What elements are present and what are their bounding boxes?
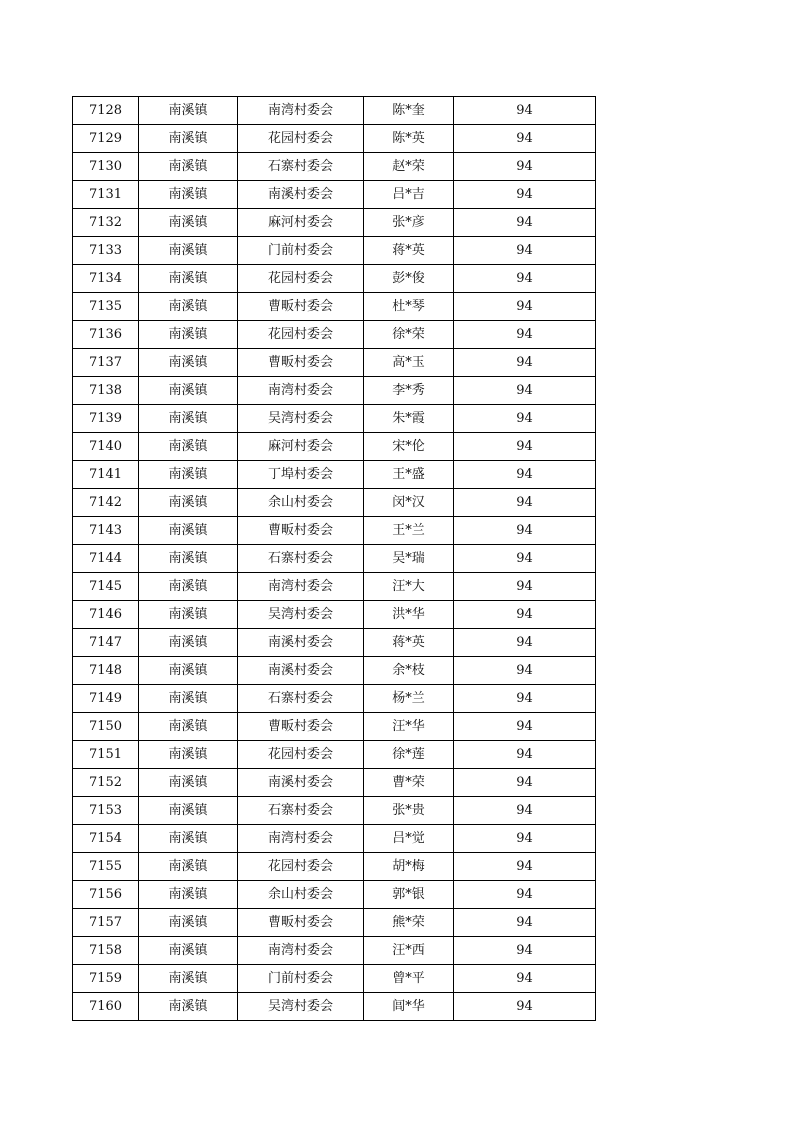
person-name-cell: 朱*霞 xyxy=(364,405,454,433)
table-row xyxy=(73,909,596,937)
village-committee-cell: 余山村委会 xyxy=(238,881,364,909)
score-cell: 94 xyxy=(454,377,596,405)
village-committee-cell: 曹畈村委会 xyxy=(238,909,364,937)
town-cell: 南溪镇 xyxy=(139,657,238,685)
score-cell: 94 xyxy=(454,517,596,545)
row-number-cell: 7131 xyxy=(73,181,139,209)
town-cell: 南溪镇 xyxy=(139,909,238,937)
person-name-cell: 杜*琴 xyxy=(364,293,454,321)
person-name-cell: 闾*华 xyxy=(364,993,454,1021)
table-row xyxy=(73,629,596,657)
town-cell: 南溪镇 xyxy=(139,153,238,181)
table-row xyxy=(73,181,596,209)
village-committee-cell: 花园村委会 xyxy=(238,265,364,293)
person-name-cell: 张*贵 xyxy=(364,797,454,825)
town-cell: 南溪镇 xyxy=(139,293,238,321)
table-row xyxy=(73,125,596,153)
village-committee-cell: 吴湾村委会 xyxy=(238,601,364,629)
score-cell: 94 xyxy=(454,853,596,881)
town-cell: 南溪镇 xyxy=(139,601,238,629)
person-name-cell: 闵*汉 xyxy=(364,489,454,517)
row-number-cell: 7142 xyxy=(73,489,139,517)
person-name-cell: 陈*奎 xyxy=(364,97,454,125)
score-cell: 94 xyxy=(454,937,596,965)
score-cell: 94 xyxy=(454,321,596,349)
town-cell: 南溪镇 xyxy=(139,377,238,405)
town-cell: 南溪镇 xyxy=(139,965,238,993)
table-row xyxy=(73,461,596,489)
person-name-cell: 蒋*英 xyxy=(364,629,454,657)
person-name-cell: 赵*荣 xyxy=(364,153,454,181)
table-body xyxy=(73,97,596,1021)
row-number-cell: 7146 xyxy=(73,601,139,629)
person-name-cell: 高*玉 xyxy=(364,349,454,377)
table-row xyxy=(73,657,596,685)
row-number-cell: 7159 xyxy=(73,965,139,993)
village-committee-cell: 曹畈村委会 xyxy=(238,293,364,321)
person-name-cell: 吕*觉 xyxy=(364,825,454,853)
row-number-cell: 7132 xyxy=(73,209,139,237)
town-cell: 南溪镇 xyxy=(139,181,238,209)
town-cell: 南溪镇 xyxy=(139,545,238,573)
row-number-cell: 7147 xyxy=(73,629,139,657)
village-committee-cell: 曹畈村委会 xyxy=(238,713,364,741)
town-cell: 南溪镇 xyxy=(139,461,238,489)
person-name-cell: 熊*荣 xyxy=(364,909,454,937)
town-cell: 南溪镇 xyxy=(139,713,238,741)
village-committee-cell: 南溪村委会 xyxy=(238,657,364,685)
table-row xyxy=(73,993,596,1021)
table-row xyxy=(73,685,596,713)
row-number-cell: 7143 xyxy=(73,517,139,545)
town-cell: 南溪镇 xyxy=(139,853,238,881)
table-row xyxy=(73,293,596,321)
score-cell: 94 xyxy=(454,349,596,377)
town-cell: 南溪镇 xyxy=(139,769,238,797)
score-cell: 94 xyxy=(454,769,596,797)
table-row xyxy=(73,741,596,769)
row-number-cell: 7155 xyxy=(73,853,139,881)
village-committee-cell: 余山村委会 xyxy=(238,489,364,517)
town-cell: 南溪镇 xyxy=(139,489,238,517)
person-name-cell: 王*兰 xyxy=(364,517,454,545)
town-cell: 南溪镇 xyxy=(139,405,238,433)
person-name-cell: 曹*荣 xyxy=(364,769,454,797)
row-number-cell: 7137 xyxy=(73,349,139,377)
person-name-cell: 汪*西 xyxy=(364,937,454,965)
score-cell: 94 xyxy=(454,825,596,853)
row-number-cell: 7128 xyxy=(73,97,139,125)
person-name-cell: 吕*吉 xyxy=(364,181,454,209)
row-number-cell: 7145 xyxy=(73,573,139,601)
village-committee-cell: 花园村委会 xyxy=(238,853,364,881)
score-cell: 94 xyxy=(454,153,596,181)
score-cell: 94 xyxy=(454,293,596,321)
village-committee-cell: 石寨村委会 xyxy=(238,153,364,181)
score-cell: 94 xyxy=(454,993,596,1021)
table-row xyxy=(73,573,596,601)
person-name-cell: 郭*银 xyxy=(364,881,454,909)
village-committee-cell: 曹畈村委会 xyxy=(238,517,364,545)
town-cell: 南溪镇 xyxy=(139,685,238,713)
village-committee-cell: 石寨村委会 xyxy=(238,797,364,825)
score-cell: 94 xyxy=(454,797,596,825)
town-cell: 南溪镇 xyxy=(139,573,238,601)
village-committee-cell: 石寨村委会 xyxy=(238,685,364,713)
table-row xyxy=(73,545,596,573)
score-cell: 94 xyxy=(454,545,596,573)
town-cell: 南溪镇 xyxy=(139,741,238,769)
table-row xyxy=(73,265,596,293)
score-cell: 94 xyxy=(454,713,596,741)
score-cell: 94 xyxy=(454,629,596,657)
row-number-cell: 7129 xyxy=(73,125,139,153)
village-committee-cell: 花园村委会 xyxy=(238,741,364,769)
person-name-cell: 陈*英 xyxy=(364,125,454,153)
town-cell: 南溪镇 xyxy=(139,125,238,153)
score-cell: 94 xyxy=(454,965,596,993)
village-committee-cell: 吴湾村委会 xyxy=(238,405,364,433)
row-number-cell: 7150 xyxy=(73,713,139,741)
village-committee-cell: 南溪村委会 xyxy=(238,629,364,657)
row-number-cell: 7158 xyxy=(73,937,139,965)
town-cell: 南溪镇 xyxy=(139,797,238,825)
table-row xyxy=(73,965,596,993)
row-number-cell: 7133 xyxy=(73,237,139,265)
person-name-cell: 彭*俊 xyxy=(364,265,454,293)
row-number-cell: 7136 xyxy=(73,321,139,349)
row-number-cell: 7141 xyxy=(73,461,139,489)
person-name-cell: 汪*大 xyxy=(364,573,454,601)
row-number-cell: 7154 xyxy=(73,825,139,853)
score-cell: 94 xyxy=(454,181,596,209)
row-number-cell: 7134 xyxy=(73,265,139,293)
person-name-cell: 蒋*英 xyxy=(364,237,454,265)
person-name-cell: 汪*华 xyxy=(364,713,454,741)
table-row xyxy=(73,937,596,965)
table-row xyxy=(73,433,596,461)
person-name-cell: 洪*华 xyxy=(364,601,454,629)
village-committee-cell: 南湾村委会 xyxy=(238,377,364,405)
table-row xyxy=(73,489,596,517)
row-number-cell: 7139 xyxy=(73,405,139,433)
village-committee-cell: 门前村委会 xyxy=(238,237,364,265)
row-number-cell: 7130 xyxy=(73,153,139,181)
table-row xyxy=(73,377,596,405)
town-cell: 南溪镇 xyxy=(139,881,238,909)
town-cell: 南溪镇 xyxy=(139,937,238,965)
row-number-cell: 7144 xyxy=(73,545,139,573)
table-row xyxy=(73,797,596,825)
table-row xyxy=(73,825,596,853)
table-row xyxy=(73,853,596,881)
score-cell: 94 xyxy=(454,125,596,153)
town-cell: 南溪镇 xyxy=(139,517,238,545)
row-number-cell: 7149 xyxy=(73,685,139,713)
score-cell: 94 xyxy=(454,601,596,629)
person-name-cell: 徐*莲 xyxy=(364,741,454,769)
person-name-cell: 张*彦 xyxy=(364,209,454,237)
row-number-cell: 7151 xyxy=(73,741,139,769)
score-cell: 94 xyxy=(454,265,596,293)
person-name-cell: 李*秀 xyxy=(364,377,454,405)
table-row xyxy=(73,405,596,433)
village-committee-cell: 南湾村委会 xyxy=(238,97,364,125)
town-cell: 南溪镇 xyxy=(139,97,238,125)
score-cell: 94 xyxy=(454,881,596,909)
row-number-cell: 7138 xyxy=(73,377,139,405)
town-cell: 南溪镇 xyxy=(139,237,238,265)
person-name-cell: 吴*瑞 xyxy=(364,545,454,573)
town-cell: 南溪镇 xyxy=(139,209,238,237)
person-name-cell: 余*枝 xyxy=(364,657,454,685)
score-cell: 94 xyxy=(454,237,596,265)
table-row xyxy=(73,769,596,797)
town-cell: 南溪镇 xyxy=(139,265,238,293)
person-name-cell: 徐*荣 xyxy=(364,321,454,349)
row-number-cell: 7153 xyxy=(73,797,139,825)
town-cell: 南溪镇 xyxy=(139,993,238,1021)
score-cell: 94 xyxy=(454,405,596,433)
score-cell: 94 xyxy=(454,685,596,713)
town-cell: 南溪镇 xyxy=(139,321,238,349)
village-committee-cell: 曹畈村委会 xyxy=(238,349,364,377)
village-committee-cell: 麻河村委会 xyxy=(238,433,364,461)
table-row xyxy=(73,237,596,265)
person-name-cell: 王*盛 xyxy=(364,461,454,489)
village-committee-cell: 花园村委会 xyxy=(238,125,364,153)
person-name-cell: 胡*梅 xyxy=(364,853,454,881)
village-committee-cell: 南溪村委会 xyxy=(238,181,364,209)
score-cell: 94 xyxy=(454,657,596,685)
village-committee-cell: 丁埠村委会 xyxy=(238,461,364,489)
table-row xyxy=(73,881,596,909)
row-number-cell: 7157 xyxy=(73,909,139,937)
village-committee-cell: 南湾村委会 xyxy=(238,937,364,965)
row-number-cell: 7160 xyxy=(73,993,139,1021)
record-table xyxy=(72,96,596,1021)
village-committee-cell: 吴湾村委会 xyxy=(238,993,364,1021)
town-cell: 南溪镇 xyxy=(139,433,238,461)
row-number-cell: 7135 xyxy=(73,293,139,321)
table-row xyxy=(73,713,596,741)
person-name-cell: 宋*伦 xyxy=(364,433,454,461)
village-committee-cell: 石寨村委会 xyxy=(238,545,364,573)
village-committee-cell: 麻河村委会 xyxy=(238,209,364,237)
town-cell: 南溪镇 xyxy=(139,349,238,377)
village-committee-cell: 南湾村委会 xyxy=(238,825,364,853)
town-cell: 南溪镇 xyxy=(139,825,238,853)
table-row xyxy=(73,349,596,377)
table-row xyxy=(73,97,596,125)
table-row xyxy=(73,601,596,629)
row-number-cell: 7140 xyxy=(73,433,139,461)
row-number-cell: 7152 xyxy=(73,769,139,797)
village-committee-cell: 南湾村委会 xyxy=(238,573,364,601)
score-cell: 94 xyxy=(454,741,596,769)
person-name-cell: 曾*平 xyxy=(364,965,454,993)
table-row xyxy=(73,209,596,237)
score-cell: 94 xyxy=(454,489,596,517)
village-committee-cell: 花园村委会 xyxy=(238,321,364,349)
score-cell: 94 xyxy=(454,97,596,125)
row-number-cell: 7148 xyxy=(73,657,139,685)
person-name-cell: 杨*兰 xyxy=(364,685,454,713)
score-cell: 94 xyxy=(454,573,596,601)
village-committee-cell: 南溪村委会 xyxy=(238,769,364,797)
score-cell: 94 xyxy=(454,461,596,489)
table-row xyxy=(73,517,596,545)
table-row xyxy=(73,321,596,349)
village-committee-cell: 门前村委会 xyxy=(238,965,364,993)
score-cell: 94 xyxy=(454,433,596,461)
score-cell: 94 xyxy=(454,209,596,237)
score-cell: 94 xyxy=(454,909,596,937)
table-row xyxy=(73,153,596,181)
row-number-cell: 7156 xyxy=(73,881,139,909)
town-cell: 南溪镇 xyxy=(139,629,238,657)
